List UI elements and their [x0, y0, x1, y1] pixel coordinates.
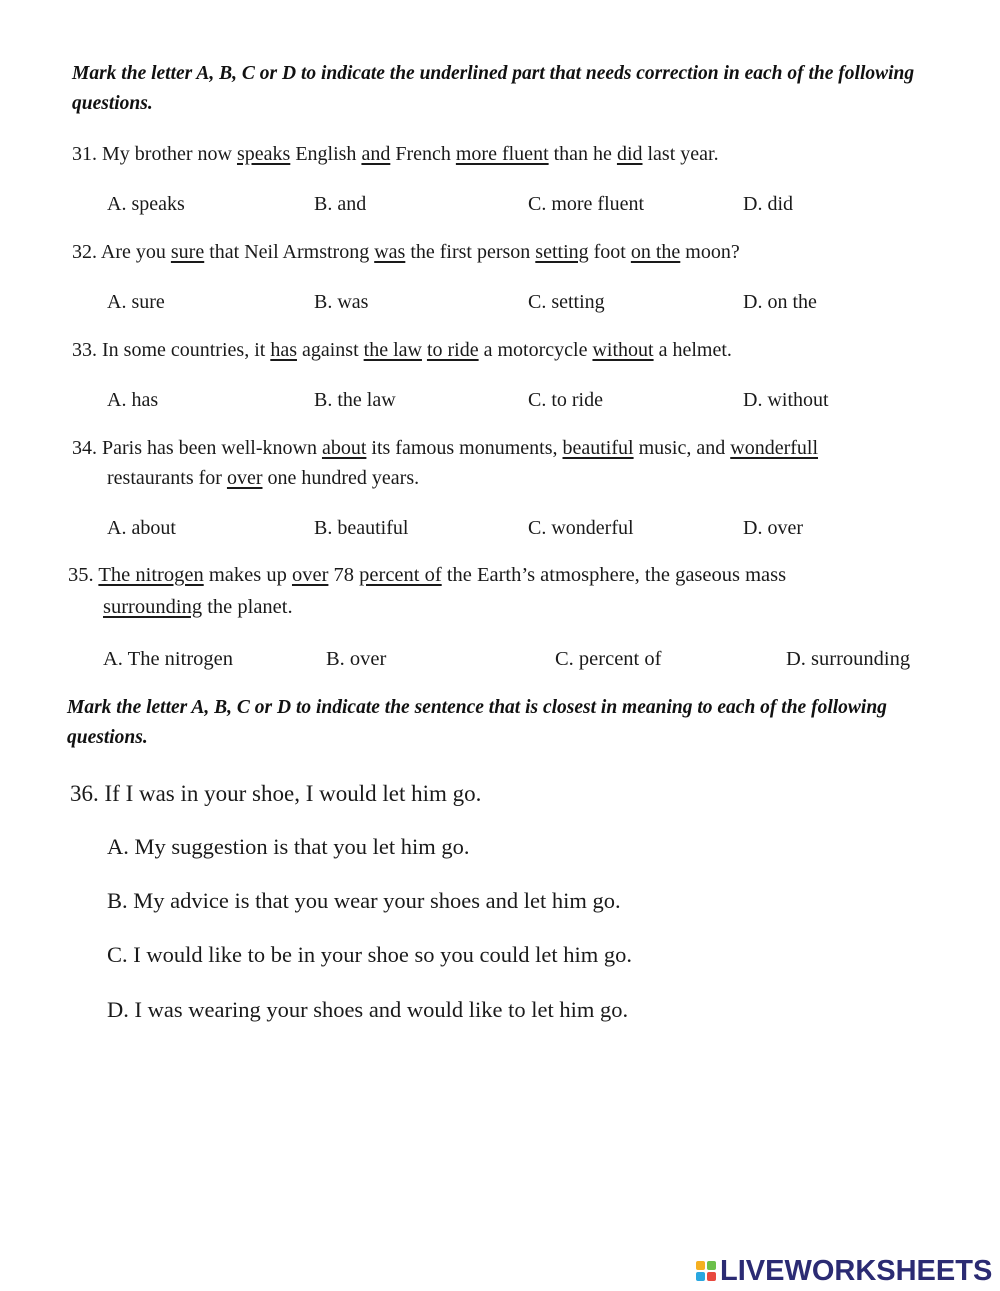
- option-a: A. My suggestion is that you let him go.: [107, 834, 470, 859]
- underlined-part: speaks: [236, 143, 291, 165]
- question-stem: 31. My brother now speaks English and French more fluent than he did last year.: [72, 143, 719, 165]
- option-b: B. My advice is that you wear your shoes and let him go.: [107, 888, 621, 913]
- underlined-part: more fluent: [455, 143, 549, 165]
- option-a: A. sure: [107, 291, 165, 313]
- option-b: B. over: [326, 648, 387, 670]
- underlined-part: to ride: [426, 339, 479, 361]
- underlined-part: beautiful: [562, 437, 634, 459]
- instruction-section-1: Mark the letter A, B, C or D to indicate the underlined part that needs correction in each of the following questions.: [72, 63, 915, 114]
- question-33: [72, 335, 732, 365]
- option-c: C. I would like to be in your shoe so you could let him go.: [107, 942, 632, 967]
- underlined-part: over: [226, 467, 263, 489]
- option-a: A. about: [107, 517, 176, 539]
- underlined-part: without: [592, 339, 654, 361]
- question-stem-continuation: restaurants for over one hundred years.: [107, 467, 420, 489]
- option-a: A. The nitrogen: [103, 648, 233, 670]
- option-d: D. surrounding: [786, 648, 911, 670]
- underlined-part: percent of: [359, 564, 442, 586]
- option-d: D. on the: [743, 291, 817, 313]
- underlined-part: setting: [535, 241, 589, 263]
- underlined-part: and: [361, 143, 391, 165]
- option-c: C. setting: [528, 291, 605, 313]
- underlined-part: about: [321, 437, 367, 459]
- option-d: D. I was wearing your shoes and would like to let him go.: [107, 997, 629, 1022]
- question-stem: 32. Are you sure that Neil Armstrong was the first person setting foot on the moon?: [72, 241, 740, 263]
- underlined-part: has: [270, 339, 297, 361]
- instruction-section-2: Mark the letter A, B, C or D to indicate the sentence that is closest in meaning to each of the following questions.: [67, 697, 887, 748]
- underlined-part: The nitrogen: [98, 564, 204, 586]
- option-d: D. did: [743, 193, 793, 215]
- question-36: 36. If I was in your shoe, I would let him go.: [70, 781, 482, 806]
- question-stem: 33. In some countries, it has against the law to ride a motorcycle without a helmet.: [72, 339, 732, 361]
- option-c: C. to ride: [528, 389, 603, 411]
- option-d: D. without: [743, 389, 829, 411]
- question-31: [72, 139, 719, 169]
- underlined-part: on the: [630, 241, 681, 263]
- option-c: C. percent of: [555, 648, 662, 670]
- option-c: C. more fluent: [528, 193, 645, 215]
- underlined-part: sure: [170, 241, 205, 263]
- option-b: B. the law: [314, 389, 396, 411]
- brand-name: LIVEWORKSHEETS: [720, 1255, 993, 1287]
- option-d: D. over: [743, 517, 803, 539]
- option-b: B. beautiful: [314, 517, 409, 539]
- question-stem-continuation: surrounding the planet.: [103, 596, 293, 618]
- question-stem: 34. Paris has been well-known about its famous monuments, beautiful music, and wonderfull: [72, 437, 819, 459]
- question-32: [72, 237, 740, 267]
- underlined-part: was: [374, 241, 406, 263]
- logo-mark-icon: [696, 1261, 716, 1281]
- question-stem: 35. The nitrogen makes up over 78 percent of the Earth’s atmosphere, the gaseous mass: [68, 564, 787, 586]
- underlined-part: over: [291, 564, 329, 586]
- option-a: A. speaks: [107, 193, 185, 215]
- liveworksheets-logo: [696, 1256, 992, 1286]
- question-34: [72, 433, 818, 493]
- option-a: A. has: [107, 389, 159, 411]
- underlined-part: surrounding: [103, 596, 203, 618]
- option-c: C. wonderful: [528, 517, 634, 539]
- underlined-part: did: [616, 143, 643, 165]
- option-b: B. and: [314, 193, 367, 215]
- question-35: [68, 559, 786, 623]
- underlined-part: the law: [363, 339, 422, 361]
- option-b: B. was: [314, 291, 369, 313]
- underlined-part: wonderfull: [730, 437, 819, 459]
